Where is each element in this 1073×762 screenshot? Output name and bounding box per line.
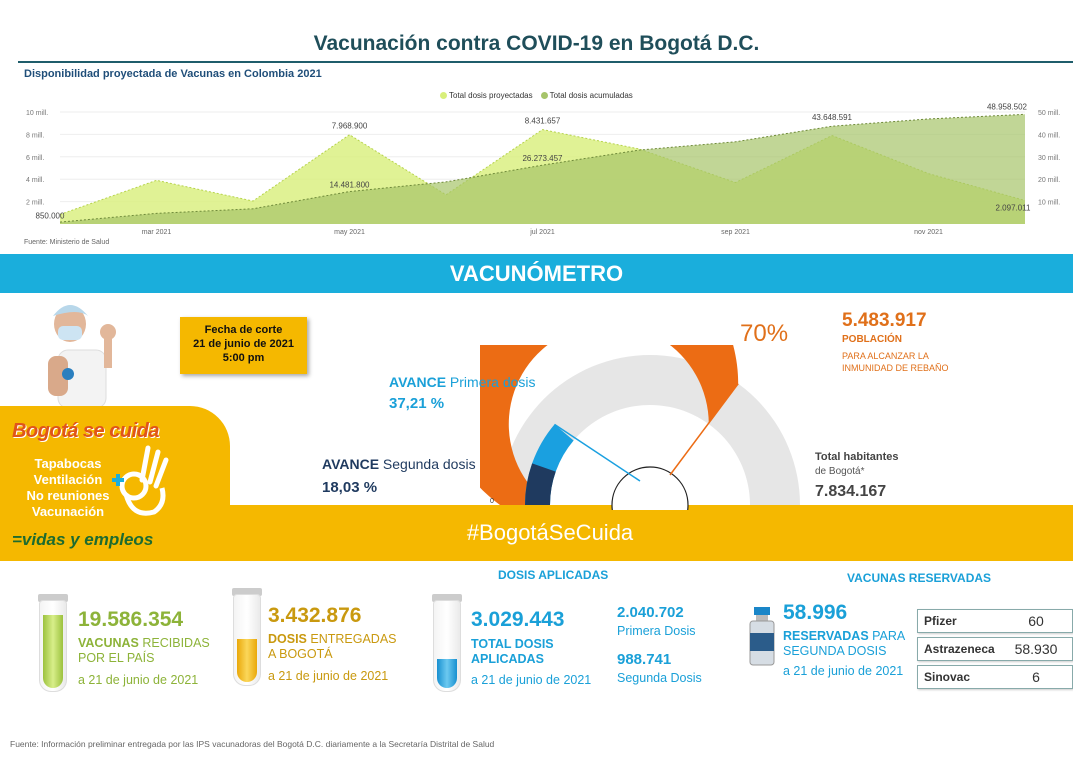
bsc-item: Vacunación xyxy=(31,504,105,519)
bogota-se-cuida-list xyxy=(18,456,118,520)
avance-primera-pct: 37,21 % xyxy=(389,395,445,412)
page-title: Vacunación contra COVID-19 en Bogotá D.C. xyxy=(313,32,760,55)
vaccine-value: 60 xyxy=(1028,613,1044,629)
x-tick-label: nov 2021 xyxy=(914,229,943,236)
tube-fill-aplicadas xyxy=(437,659,457,688)
x-tick-label: mar 2021 xyxy=(141,229,172,236)
gauge-needle-primera xyxy=(555,424,640,481)
bsc-item: Ventilación xyxy=(33,472,103,487)
avance-primera-label xyxy=(389,374,536,390)
entregadas-number: 3.432.876 xyxy=(268,604,362,627)
chart-source: Fuente: Ministerio de Salud xyxy=(24,239,110,246)
aplicadas-line1: TOTAL DOSIS xyxy=(471,637,554,651)
bogota-se-cuida-footer: =vidas y empleos xyxy=(12,530,154,549)
legend-item-proyectadas xyxy=(440,91,533,100)
recibidas-label xyxy=(78,636,210,666)
aplicadas-label xyxy=(471,637,554,667)
x-tick-label: jul 2021 xyxy=(530,229,555,236)
aplicadas-number: 3.029.443 xyxy=(471,608,565,631)
primera-dosis-label: Primera Dosis xyxy=(617,624,696,638)
y-left-tick-label: 6 mill. xyxy=(26,154,45,162)
poblacion-sub: PARA ALCANZAR LA INMUNIDAD DE REBAÑO xyxy=(842,351,949,373)
data-label: 48.958.502 xyxy=(986,102,1028,112)
tube-fill-entregadas xyxy=(237,639,257,682)
reservadas-row-sinovac xyxy=(917,665,1073,689)
entregadas-label xyxy=(268,632,397,662)
vaccine-name: Sinovac xyxy=(924,670,971,684)
avance-segunda-strong: AVANCE xyxy=(322,456,380,472)
legend-label-acumuladas: Total dosis acumuladas xyxy=(549,91,633,100)
recibidas-date: a 21 de junio de 2021 xyxy=(78,673,199,687)
vacunometro-band: VACUNÓMETRO xyxy=(0,254,1073,293)
reservadas-label xyxy=(783,629,905,659)
reservadas-strong: RESERVADAS xyxy=(783,629,869,643)
recibidas-line2: POR EL PAÍS xyxy=(78,651,155,665)
x-tick-label: sep 2021 xyxy=(721,229,750,236)
chart-title: Disponibilidad proyectada de Vacunas en Colombia 2021 xyxy=(24,68,322,80)
footnote: Fuente: Información preliminar entregada por las IPS vacunadoras del Bogotá D.C. diariamente a la Secretaría Distrital de Salud xyxy=(10,739,495,749)
habitantes-label: Total habitantes xyxy=(815,451,899,463)
entregadas-strong: DOSIS xyxy=(268,632,307,646)
vaccine-availability-chart xyxy=(0,100,1073,240)
reservadas-row-astrazeneca xyxy=(917,637,1073,661)
aplicadas-line2: APLICADAS xyxy=(471,652,544,666)
vaccine-name: Astrazeneca xyxy=(924,642,995,656)
ok-hand-icon xyxy=(112,440,172,522)
y-left-tick-label: 10 mill. xyxy=(26,110,49,117)
legend-label-proyectadas: Total dosis proyectadas xyxy=(449,91,533,100)
bsc-item: Tapabocas xyxy=(34,456,102,471)
bogota-se-cuida-title: Bogotá se cuida xyxy=(12,420,159,442)
y-left-tick-label: 4 mill. xyxy=(26,177,45,185)
aplicadas-date: a 21 de junio de 2021 xyxy=(471,673,592,687)
vacunas-reservadas-header: VACUNAS RESERVADAS xyxy=(847,571,992,585)
avance-segunda-pct: 18,03 % xyxy=(322,479,378,496)
vaccine-value: 6 xyxy=(1032,669,1040,685)
poblacion-number: 5.483.917 xyxy=(842,310,927,331)
bsc-item: No reuniones xyxy=(26,488,110,503)
poblacion-label: POBLACIÓN xyxy=(842,334,902,345)
tube-fill-recibidas xyxy=(43,615,63,688)
y-right-tick-label: 50 mill. xyxy=(1038,110,1061,117)
avance-segunda-label xyxy=(322,456,476,472)
avance-primera-strong: AVANCE xyxy=(389,374,447,390)
data-label: 2.097.011 xyxy=(995,203,1031,213)
data-label: 7.968.900 xyxy=(331,121,368,131)
reservadas-row-pfizer xyxy=(917,609,1073,633)
dosis-aplicadas-header: DOSIS APLICADAS xyxy=(498,568,609,582)
gauge-hub xyxy=(612,467,688,510)
vacunometro-gauge xyxy=(480,345,820,510)
entregadas-date: a 21 de junio de 2021 xyxy=(268,669,389,683)
segunda-dosis-number: 988.741 xyxy=(617,651,672,668)
habitantes-number: 7.834.167 xyxy=(815,483,887,500)
legend-swatch-acumuladas xyxy=(541,92,548,99)
primera-dosis-number: 2.040.702 xyxy=(617,604,684,621)
avance-segunda-text: Segunda dosis xyxy=(379,456,476,472)
hashtag-label: #BogotáSeCuida xyxy=(466,520,634,545)
reservadas-line2: SEGUNDA DOSIS xyxy=(783,644,887,658)
entregadas-line2: A BOGOTÁ xyxy=(268,647,333,661)
vaccine-name: Pfizer xyxy=(924,614,957,628)
recibidas-number: 19.586.354 xyxy=(78,608,184,631)
y-left-tick-label: 2 mill. xyxy=(26,199,45,207)
fecha-line2: 21 de junio de 2021 xyxy=(193,338,294,350)
recibidas-rest: RECIBIDAS xyxy=(138,636,210,650)
reservadas-date: a 21 de junio de 2021 xyxy=(783,664,904,678)
y-left-tick-label: 8 mill. xyxy=(26,132,45,140)
fecha-line1: Fecha de corte xyxy=(204,324,283,336)
recibidas-strong: VACUNAS xyxy=(78,636,139,650)
fecha-corte-box xyxy=(180,317,307,374)
data-label: 8.431.657 xyxy=(524,116,561,126)
legend-swatch-proyectadas xyxy=(440,92,447,99)
legend-item-acumuladas xyxy=(541,91,633,100)
vaccine-vial-icon xyxy=(747,607,777,667)
x-tick-label: may 2021 xyxy=(334,229,365,236)
chart-legend xyxy=(440,91,633,100)
reservadas-number: 58.996 xyxy=(783,601,848,624)
nurse-illustration xyxy=(38,296,128,408)
habitantes-sub: de Bogotá* xyxy=(815,466,865,477)
fecha-line3: 5:00 pm xyxy=(222,352,265,364)
y-right-tick-label: 20 mill. xyxy=(1038,177,1061,185)
y-right-tick-label: 40 mill. xyxy=(1038,132,1061,140)
gauge-zero-label: 0 xyxy=(490,498,494,505)
data-label: 850.000 xyxy=(35,211,65,221)
y-right-tick-label: 10 mill. xyxy=(1038,199,1061,207)
tube-aplicadas xyxy=(433,600,461,692)
entregadas-rest: ENTREGADAS xyxy=(306,632,397,646)
data-label: 43.648.591 xyxy=(811,113,853,123)
gauge-target-pct: 70% xyxy=(740,320,789,347)
vaccine-value: 58.930 xyxy=(1014,641,1058,657)
segunda-dosis-label: Segunda Dosis xyxy=(617,671,702,685)
tube-recibidas xyxy=(39,600,67,692)
avance-primera-text: Primera dosis xyxy=(446,374,536,390)
data-label: 14.481.800 xyxy=(329,180,370,190)
data-label: 26.273.457 xyxy=(522,154,563,164)
reservadas-rest: PARA xyxy=(868,629,906,643)
title-divider xyxy=(18,61,1073,63)
y-right-tick-label: 30 mill. xyxy=(1038,154,1061,162)
tube-entregadas xyxy=(233,594,261,686)
